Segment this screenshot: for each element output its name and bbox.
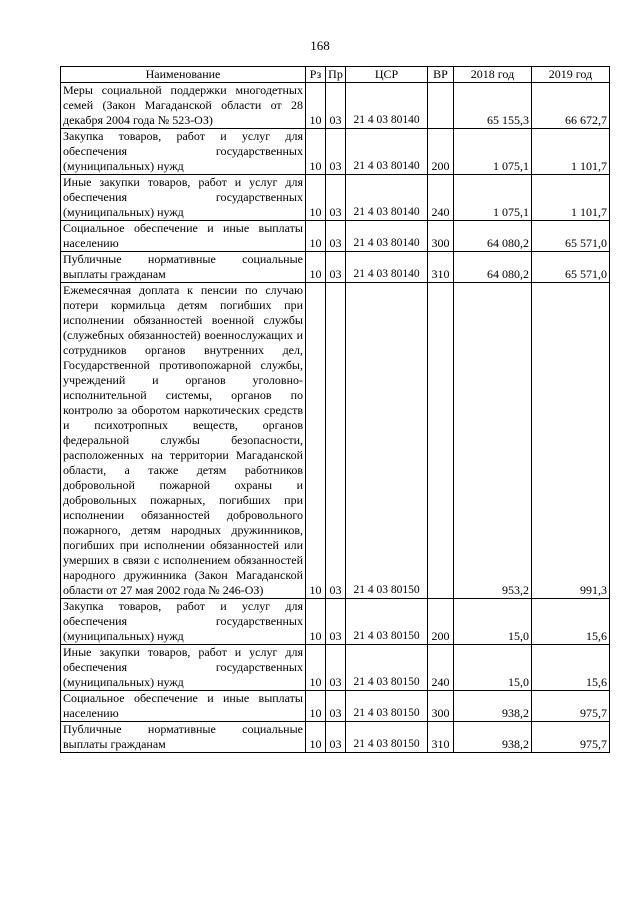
table-row (61, 221, 610, 252)
table-row (61, 175, 610, 221)
cell-rz: 10 (306, 83, 326, 129)
cell-2019: 15,6 (532, 645, 610, 691)
cell-2018: 15,0 (454, 599, 532, 645)
cell-2018: 1 075,1 (454, 175, 532, 221)
cell-name: Публичные нормативные социальные выплаты гражданам (61, 722, 306, 753)
table-row (61, 691, 610, 722)
cell-2019: 65 571,0 (532, 252, 610, 283)
cell-csr: 21 4 03 80140 (346, 175, 428, 221)
cell-rz: 10 (306, 221, 326, 252)
cell-name: Ежемесячная доплата к пенсии по случаю потери кормильца детям погибших при исполнении обязанностей военной службы (служебных обязанностей) военнослужащих и сотрудников органов внутренних дел, Государственной противопожарной службы, учреждений и органов уголовно-исполнительной системы, органов по контролю за оборотом наркотических средств и психотропных веществ, органов федеральной службы безопасности, расположенных на территории Магаданской области, а также детям работников добровольной пожарной охраны и добровольных пожарных, погибших при исполнении обязанностей добровольного пожарного, детям народных дружинников, погибших при исполнении обязанностей или умерших в связи с исполнением обязанностей народного дружинника (Закон Магаданской области от 27 мая 2002 года № 246-ОЗ) (61, 283, 306, 599)
table-row (61, 722, 610, 753)
cell-2019: 15,6 (532, 599, 610, 645)
cell-rz: 10 (306, 645, 326, 691)
cell-name: Закупка товаров, работ и услуг для обеспечения государственных (муниципальных) нужд (61, 599, 306, 645)
cell-vr: 200 (428, 599, 454, 645)
cell-2018: 938,2 (454, 691, 532, 722)
cell-2019: 975,7 (532, 691, 610, 722)
cell-csr: 21 4 03 80150 (346, 645, 428, 691)
cell-2019: 65 571,0 (532, 221, 610, 252)
cell-rz: 10 (306, 129, 326, 175)
cell-pr: 03 (326, 283, 346, 599)
cell-csr: 21 4 03 80150 (346, 283, 428, 599)
table-row (61, 252, 610, 283)
col-header-2018: 2018 год (454, 67, 532, 83)
col-header-pr: Пр (326, 67, 346, 83)
cell-pr: 03 (326, 722, 346, 753)
cell-2018: 64 080,2 (454, 252, 532, 283)
cell-vr: 240 (428, 175, 454, 221)
cell-csr: 21 4 03 80150 (346, 599, 428, 645)
cell-2018: 1 075,1 (454, 129, 532, 175)
table-row (61, 83, 610, 129)
cell-2018: 64 080,2 (454, 221, 532, 252)
cell-pr: 03 (326, 691, 346, 722)
cell-name: Иные закупки товаров, работ и услуг для обеспечения государственных (муниципальных) нужд (61, 175, 306, 221)
cell-rz: 10 (306, 691, 326, 722)
cell-name: Меры социальной поддержки многодетных семей (Закон Магаданской области от 28 декабря 2004 года № 523-ОЗ) (61, 83, 306, 129)
cell-2018: 953,2 (454, 283, 532, 599)
cell-csr: 21 4 03 80140 (346, 129, 428, 175)
table-header-row (61, 67, 610, 83)
cell-pr: 03 (326, 252, 346, 283)
cell-pr: 03 (326, 129, 346, 175)
cell-rz: 10 (306, 252, 326, 283)
cell-name: Закупка товаров, работ и услуг для обеспечения государственных (муниципальных) нужд (61, 129, 306, 175)
col-header-vr: ВР (428, 67, 454, 83)
cell-2018: 938,2 (454, 722, 532, 753)
cell-vr: 310 (428, 252, 454, 283)
cell-name: Публичные нормативные социальные выплаты гражданам (61, 252, 306, 283)
cell-2018: 65 155,3 (454, 83, 532, 129)
cell-vr: 300 (428, 221, 454, 252)
cell-2019: 975,7 (532, 722, 610, 753)
cell-2019: 1 101,7 (532, 175, 610, 221)
cell-rz: 10 (306, 722, 326, 753)
cell-pr: 03 (326, 221, 346, 252)
cell-csr: 21 4 03 80150 (346, 722, 428, 753)
table-row (61, 283, 610, 599)
cell-vr (428, 83, 454, 129)
cell-pr: 03 (326, 83, 346, 129)
cell-2019: 1 101,7 (532, 129, 610, 175)
budget-table (60, 66, 610, 753)
cell-vr (428, 283, 454, 599)
cell-name: Социальное обеспечение и иные выплаты населению (61, 221, 306, 252)
cell-vr: 310 (428, 722, 454, 753)
cell-name: Социальное обеспечение и иные выплаты населению (61, 691, 306, 722)
cell-vr: 200 (428, 129, 454, 175)
cell-2019: 66 672,7 (532, 83, 610, 129)
cell-csr: 21 4 03 80140 (346, 252, 428, 283)
cell-rz: 10 (306, 283, 326, 599)
col-header-2019: 2019 год (532, 67, 610, 83)
table-row (61, 645, 610, 691)
cell-2019: 991,3 (532, 283, 610, 599)
cell-csr: 21 4 03 80150 (346, 691, 428, 722)
cell-vr: 300 (428, 691, 454, 722)
col-header-rz: Рз (306, 67, 326, 83)
cell-csr: 21 4 03 80140 (346, 83, 428, 129)
cell-2018: 15,0 (454, 645, 532, 691)
page-number: 168 (310, 38, 330, 53)
cell-name: Иные закупки товаров, работ и услуг для обеспечения государственных (муниципальных) нужд (61, 645, 306, 691)
cell-pr: 03 (326, 175, 346, 221)
cell-csr: 21 4 03 80140 (346, 221, 428, 252)
cell-pr: 03 (326, 645, 346, 691)
cell-rz: 10 (306, 175, 326, 221)
cell-pr: 03 (326, 599, 346, 645)
cell-vr: 240 (428, 645, 454, 691)
table-row (61, 599, 610, 645)
cell-rz: 10 (306, 599, 326, 645)
col-header-name: Наименование (61, 67, 306, 83)
col-header-csr: ЦСР (346, 67, 428, 83)
table-row (61, 129, 610, 175)
